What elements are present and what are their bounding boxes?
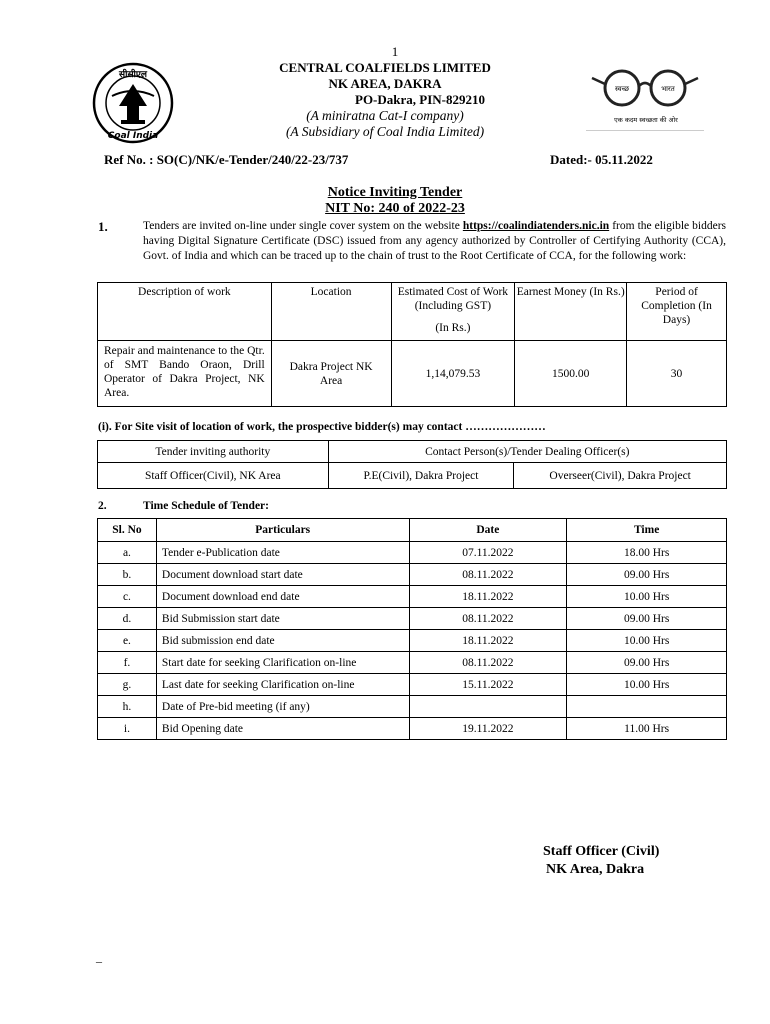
schedule-sl: b. bbox=[98, 564, 157, 586]
schedule-time: 09.00 Hrs bbox=[567, 608, 727, 630]
header-cost-label: Estimated Cost of Work (Including GST) bbox=[397, 286, 509, 312]
schedule-particulars: Bid Submission start date bbox=[156, 608, 409, 630]
contact-table-row bbox=[98, 463, 727, 489]
schedule-sl: h. bbox=[98, 696, 157, 718]
schedule-sl: a. bbox=[98, 542, 157, 564]
postal-address: PO-Dakra, PIN-829210 bbox=[355, 92, 485, 107]
company-category: (A miniratna Cat-I company) bbox=[306, 108, 464, 123]
schedule-row bbox=[98, 564, 727, 586]
company-subsidiary: (A Subsidiary of Coal India Limited) bbox=[285, 124, 485, 139]
schedule-date: 07.11.2022 bbox=[409, 542, 567, 564]
signature-block bbox=[543, 843, 659, 879]
schedule-time bbox=[567, 696, 727, 718]
logo-divider bbox=[586, 130, 704, 131]
schedule-date: 18.11.2022 bbox=[409, 586, 567, 608]
schedule-row bbox=[98, 696, 727, 718]
header-description: Description of work bbox=[98, 283, 272, 341]
work-table bbox=[97, 282, 727, 407]
schedule-row bbox=[98, 586, 727, 608]
logo-right-word-2: भारत bbox=[661, 85, 675, 93]
work-location: Dakra Project NK Area bbox=[271, 341, 391, 407]
header-time: Time bbox=[567, 519, 727, 542]
schedule-date: 19.11.2022 bbox=[409, 718, 567, 740]
header-cost-unit: (In Rs.) bbox=[435, 322, 471, 334]
schedule-row bbox=[98, 608, 727, 630]
schedule-date: 08.11.2022 bbox=[409, 608, 567, 630]
schedule-time: 09.00 Hrs bbox=[567, 652, 727, 674]
page-number: 1 bbox=[391, 44, 399, 59]
schedule-row bbox=[98, 542, 727, 564]
schedule-time: 10.00 Hrs bbox=[567, 630, 727, 652]
site-visit-note: (i). For Site visit of location of work, the prospective bidder(s) may contact ………………… bbox=[98, 421, 546, 433]
schedule-date bbox=[409, 696, 567, 718]
work-period: 30 bbox=[627, 341, 727, 407]
notice-title bbox=[0, 185, 770, 217]
reference-number: Ref No. : SO(C)/NK/e-Tender/240/22-23/737 bbox=[104, 152, 349, 167]
schedule-particulars: Bid submission end date bbox=[156, 630, 409, 652]
schedule-row bbox=[98, 674, 727, 696]
schedule-time: 09.00 Hrs bbox=[567, 564, 727, 586]
header-earnest-money: Earnest Money (In Rs.) bbox=[515, 283, 627, 341]
signatory-office: NK Area, Dakra bbox=[546, 862, 645, 877]
schedule-particulars: Document download start date bbox=[156, 564, 409, 586]
schedule-row bbox=[98, 652, 727, 674]
work-table-header-row bbox=[98, 283, 727, 341]
schedule-time: 10.00 Hrs bbox=[567, 674, 727, 696]
header-estimated-cost bbox=[391, 283, 515, 341]
schedule-sl: f. bbox=[98, 652, 157, 674]
logo-left-bottom-text: Coal India bbox=[107, 131, 159, 141]
contact-table bbox=[97, 440, 727, 489]
nit-number: NIT No: 240 of 2022-23 bbox=[325, 201, 465, 216]
section-1-text-after: from the eligible bidders having Digital Signature Certificate (DSC) issued from any agency authorized by Controller of Certifying Authority (CCA), Govt. of India and which can be traced up to the chain of trust to the Root Certificate of CCA, for the following work: bbox=[143, 220, 727, 262]
schedule-date: 08.11.2022 bbox=[409, 652, 567, 674]
work-table-row bbox=[98, 341, 727, 407]
schedule-particulars: Date of Pre-bid meeting (if any) bbox=[156, 696, 409, 718]
schedule-date: 08.11.2022 bbox=[409, 564, 567, 586]
work-description: Repair and maintenance to the Qtr. of SMT Bando Oraon, Drill Operator of Dakra Project, NK Area. bbox=[98, 341, 272, 407]
schedule-row bbox=[98, 630, 727, 652]
header-date: Date bbox=[409, 519, 567, 542]
schedule-time: 10.00 Hrs bbox=[567, 586, 727, 608]
footer-mark: _ bbox=[96, 950, 102, 964]
section-2-title: Time Schedule of Tender: bbox=[143, 500, 269, 512]
area-name: NK AREA, DAKRA bbox=[328, 76, 442, 91]
schedule-particulars: Document download end date bbox=[156, 586, 409, 608]
section-1-paragraph bbox=[143, 219, 726, 264]
dated: Dated:- 05.11.2022 bbox=[550, 152, 653, 167]
schedule-sl: i. bbox=[98, 718, 157, 740]
schedule-sl: g. bbox=[98, 674, 157, 696]
logo-right-word-1: स्वच्छ bbox=[614, 85, 630, 93]
work-estimated-cost: 1,14,079.53 bbox=[391, 341, 515, 407]
schedule-sl: d. bbox=[98, 608, 157, 630]
schedule-time: 18.00 Hrs bbox=[567, 542, 727, 564]
header-location: Location bbox=[271, 283, 391, 341]
company-name: CENTRAL COALFIELDS LIMITED bbox=[279, 60, 491, 75]
contact-person-2: Overseer(Civil), Dakra Project bbox=[514, 463, 727, 489]
schedule-sl: e. bbox=[98, 630, 157, 652]
section-1-text-before: Tenders are invited on-line under single cover system on the website bbox=[143, 220, 463, 232]
logo-right-tagline: एक कदम स्वच्छता की ओर bbox=[614, 116, 678, 124]
swachh-bharat-logo bbox=[588, 64, 704, 130]
header-particulars: Particulars bbox=[156, 519, 409, 542]
schedule-particulars: Bid Opening date bbox=[156, 718, 409, 740]
tender-authority: Staff Officer(Civil), NK Area bbox=[98, 463, 329, 489]
schedule-header-row bbox=[98, 519, 727, 542]
header-sl-no: Sl. No bbox=[98, 519, 157, 542]
header-period: Period of Completion (In Days) bbox=[627, 283, 727, 341]
tender-website-link[interactable]: https://coalindiatenders.nic.in bbox=[462, 220, 610, 232]
section-1-number: 1. bbox=[98, 219, 108, 234]
schedule-time: 11.00 Hrs bbox=[567, 718, 727, 740]
section-2-number: 2. bbox=[98, 500, 107, 512]
schedule-date: 15.11.2022 bbox=[409, 674, 567, 696]
schedule-particulars: Last date for seeking Clarification on-line bbox=[156, 674, 409, 696]
schedule-date: 18.11.2022 bbox=[409, 630, 567, 652]
work-earnest-money: 1500.00 bbox=[515, 341, 627, 407]
logo-left-top-text: सीसीएल bbox=[119, 70, 147, 80]
header-contact-persons: Contact Person(s)/Tender Dealing Officer(s) bbox=[328, 441, 726, 463]
schedule-sl: c. bbox=[98, 586, 157, 608]
signatory-designation: Staff Officer (Civil) bbox=[543, 844, 660, 859]
schedule-particulars: Start date for seeking Clarification on-line bbox=[156, 652, 409, 674]
schedule-particulars: Tender e-Publication date bbox=[156, 542, 409, 564]
contact-person-1: P.E(Civil), Dakra Project bbox=[328, 463, 514, 489]
schedule-row bbox=[98, 718, 727, 740]
schedule-table bbox=[97, 518, 727, 740]
header-tender-authority: Tender inviting authority bbox=[98, 441, 329, 463]
contact-table-header-row bbox=[98, 441, 727, 463]
notice-heading: Notice Inviting Tender bbox=[327, 185, 463, 200]
